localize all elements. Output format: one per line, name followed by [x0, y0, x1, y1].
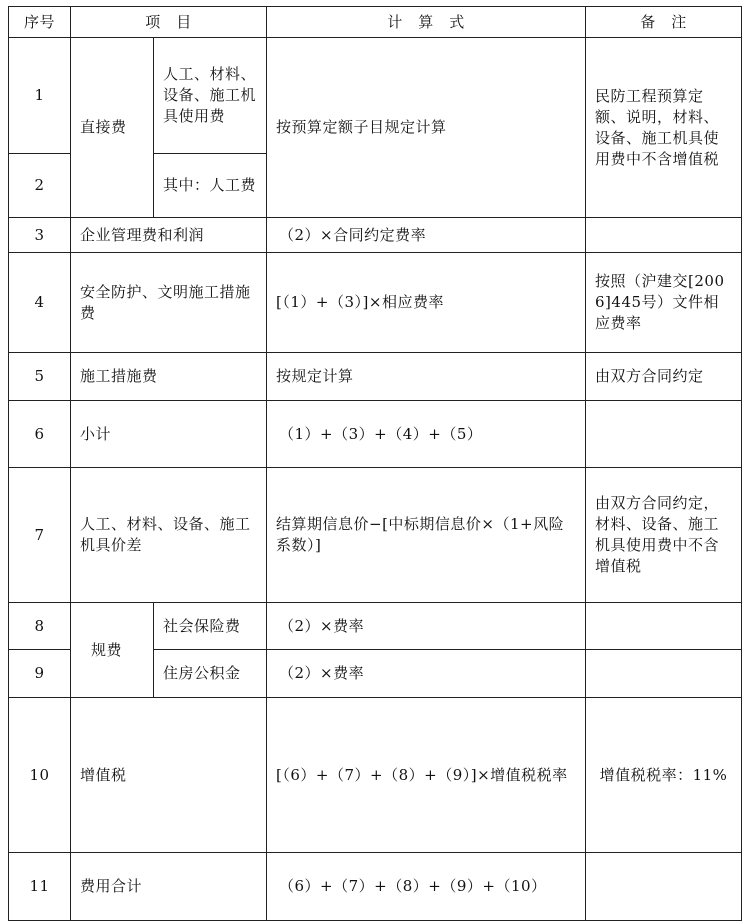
row-formula: [（6）+（7）+（8）+（9）]×增值税税率 — [267, 698, 586, 853]
row-remark — [586, 853, 742, 921]
row-no: 10 — [9, 698, 71, 853]
row-remark — [586, 401, 742, 468]
row-remark — [586, 650, 742, 698]
table-row — [9, 401, 742, 468]
row-formula: 按预算定额子目规定计算 — [267, 38, 586, 218]
table-row — [9, 353, 742, 401]
row-formula: [（1）+（3）]×相应费率 — [267, 253, 586, 353]
header-remark: 备 注 — [586, 7, 742, 38]
row-item: 小计 — [71, 401, 267, 468]
header-no: 序号 — [9, 7, 71, 38]
row-subitem: 人工、材料、设备、施工机具使用费 — [154, 38, 267, 154]
row-remark — [586, 218, 742, 253]
row-remark: 按照（沪建交[2006]445号）文件相应费率 — [586, 253, 742, 353]
row-remark — [586, 603, 742, 650]
row-item: 费用合计 — [71, 853, 267, 921]
row-formula: （2）×费率 — [267, 603, 586, 650]
header-item: 项 目 — [71, 7, 267, 38]
row-item: 直接费 — [71, 38, 154, 218]
row-no: 6 — [9, 401, 71, 468]
row-item: 企业管理费和利润 — [71, 218, 267, 253]
row-no: 4 — [9, 253, 71, 353]
table-row — [9, 853, 742, 921]
row-no: 2 — [9, 154, 71, 218]
table-row — [9, 253, 742, 353]
header-formula: 计 算 式 — [267, 7, 586, 38]
row-remark: 由双方合同约定，材料、设备、施工机具使用费中不含增值税 — [586, 468, 742, 603]
row-remark: 民防工程预算定额、说明，材料、设备、施工机具使用费中不含增值税 — [586, 38, 742, 218]
row-no: 8 — [9, 603, 71, 650]
row-formula: （6）+（7）+（8）+（9）+（10） — [267, 853, 586, 921]
table-row — [9, 38, 742, 154]
row-no: 9 — [9, 650, 71, 698]
fee-calculation-table — [8, 6, 742, 921]
row-no: 11 — [9, 853, 71, 921]
row-subitem: 住房公积金 — [154, 650, 267, 698]
row-subitem: 社会保险费 — [154, 603, 267, 650]
row-formula: 结算期信息价−[中标期信息价×（1+风险系数）] — [267, 468, 586, 603]
row-item: 人工、材料、设备、施工机具价差 — [71, 468, 267, 603]
table-row — [9, 468, 742, 603]
row-remark: 增值税税率：11% — [586, 698, 742, 853]
row-item: 安全防护、文明施工措施费 — [71, 253, 267, 353]
row-formula: （2）×合同约定费率 — [267, 218, 586, 253]
row-subitem: 其中：人工费 — [154, 154, 267, 218]
row-formula: （1）+（3）+（4）+（5） — [267, 401, 586, 468]
table-row — [9, 218, 742, 253]
row-item: 规费 — [71, 603, 154, 698]
row-no: 3 — [9, 218, 71, 253]
row-no: 1 — [9, 38, 71, 154]
row-item: 增值税 — [71, 698, 267, 853]
table-row — [9, 698, 742, 853]
header-row — [9, 7, 742, 38]
row-formula: 按规定计算 — [267, 353, 586, 401]
row-item: 施工措施费 — [71, 353, 267, 401]
table-row — [9, 603, 742, 650]
row-no: 7 — [9, 468, 71, 603]
row-no: 5 — [9, 353, 71, 401]
row-formula: （2）×费率 — [267, 650, 586, 698]
row-remark: 由双方合同约定 — [586, 353, 742, 401]
